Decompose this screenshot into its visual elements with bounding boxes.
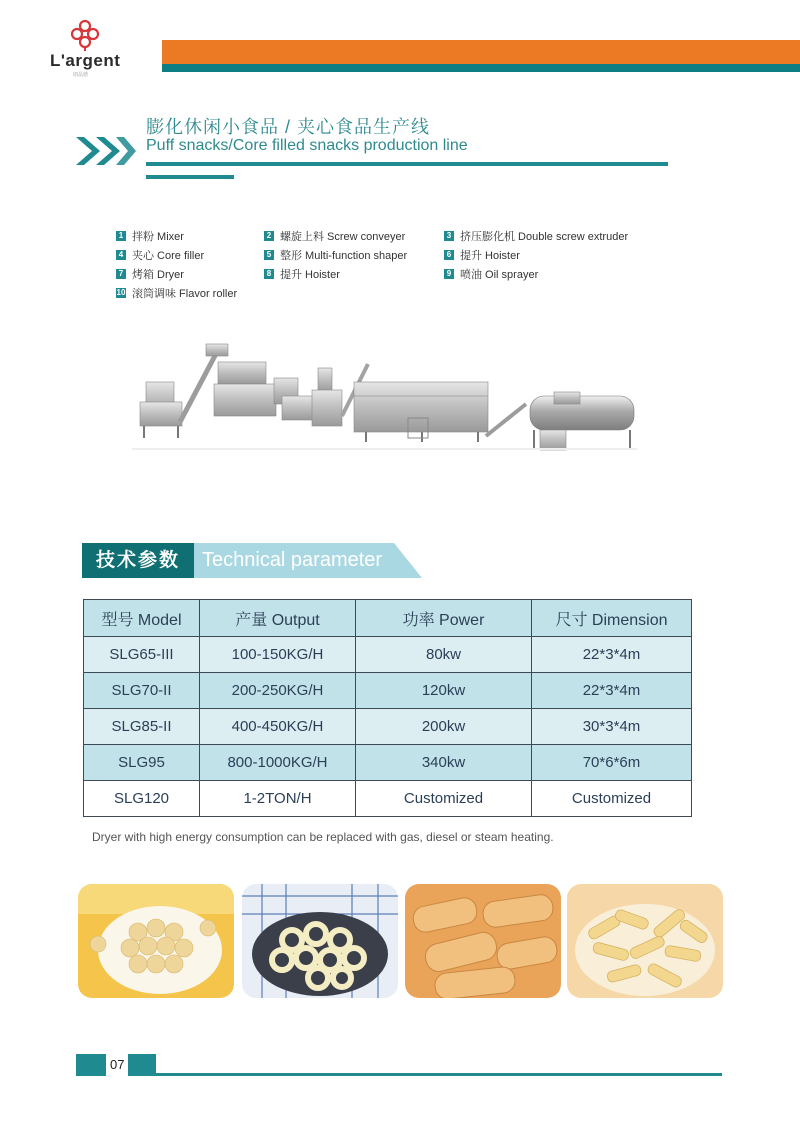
product-photo-puff-rings (242, 884, 398, 998)
legend-item (264, 247, 407, 263)
table-row (84, 673, 692, 709)
footer-block-left (76, 1054, 106, 1076)
legend-label: 提升 Hoister (280, 269, 340, 281)
header-orange-bar (162, 40, 800, 64)
legend-item (116, 228, 184, 244)
table-row (84, 745, 692, 781)
legend-number: 10 (116, 288, 126, 297)
table-header-cell: 功率 Power (356, 600, 532, 637)
page-number: 07 (110, 1057, 125, 1072)
legend-number: 4 (116, 250, 126, 260)
page-title-en: Puff snacks/Core filled snacks production line (146, 137, 468, 154)
legend-item (444, 266, 538, 282)
table-row (84, 637, 692, 673)
production-line-image (122, 330, 642, 478)
legend-item (264, 228, 405, 244)
table-cell: 70*6*6m (532, 745, 692, 781)
table-header-row (84, 600, 692, 637)
table-cell: 800-1000KG/H (200, 745, 356, 781)
legend-item (116, 247, 204, 263)
double-chevron-icon (76, 131, 136, 171)
footer-line (156, 1073, 722, 1076)
table-cell: 340kw (356, 745, 532, 781)
legend-item (116, 285, 237, 301)
brand-name: L'argent (50, 51, 121, 70)
table-cell: SLG85-II (84, 709, 200, 745)
page-title-cn: 膨化休闲小食品 / 夹心食品生产线 (146, 117, 431, 137)
table-cell: 22*3*4m (532, 637, 692, 673)
table-cell: 1-2TON/H (200, 781, 356, 817)
table-cell: 22*3*4m (532, 673, 692, 709)
legend-label: 喷油 Oil sprayer (460, 269, 539, 281)
legend-number: 2 (264, 231, 274, 241)
table-cell: 200-250KG/H (200, 673, 356, 709)
legend-label: 挤压膨化机 Double screw extruder (460, 231, 629, 243)
product-photo-puff-balls (78, 884, 234, 998)
legend-item (116, 266, 184, 282)
legend-label: 滚筒调味 Flavor roller (132, 288, 238, 300)
table-cell: 30*3*4m (532, 709, 692, 745)
table-cell: Customized (356, 781, 532, 817)
legend-item (264, 266, 340, 282)
table-row (84, 781, 692, 817)
product-photo-core-filled-rolls (405, 884, 561, 998)
title-underline-short (146, 175, 234, 179)
table-cell: Customized (532, 781, 692, 817)
table-cell: SLG95 (84, 745, 200, 781)
table-cell: 80kw (356, 637, 532, 673)
table-header-cell: 型号 Model (84, 600, 200, 637)
legend-number: 3 (444, 231, 454, 241)
legend-label: 螺旋上料 Screw conveyer (280, 231, 406, 243)
legend-number: 6 (444, 250, 454, 260)
legend-label: 夹心 Core filler (132, 250, 205, 262)
spec-table (83, 599, 692, 817)
legend-number: 7 (116, 269, 126, 279)
legend-number: 9 (444, 269, 454, 279)
legend-label: 烤箱 Dryer (132, 269, 184, 281)
legend-label: 拌粉 Mixer (132, 231, 184, 243)
table-cell: 100-150KG/H (200, 637, 356, 673)
table-cell: 200kw (356, 709, 532, 745)
table-header-cell: 产量 Output (200, 600, 356, 637)
legend-label: 整形 Multi-function shaper (280, 250, 408, 262)
legend-item (444, 247, 520, 263)
product-photo-puff-sticks (567, 884, 723, 998)
table-cell: SLG120 (84, 781, 200, 817)
legend-label: 提升 Hoister (460, 250, 520, 262)
title-underline (146, 162, 668, 166)
table-header-cell: 尺寸 Dimension (532, 600, 692, 637)
legend-number: 8 (264, 269, 274, 279)
legend-number: 1 (116, 231, 126, 241)
table-cell: SLG65-III (84, 637, 200, 673)
header-teal-bar (162, 64, 800, 72)
table-row (84, 709, 692, 745)
brand-subtitle: 朗晶德 (73, 72, 89, 78)
legend-item (444, 228, 628, 244)
footer-block-right (128, 1054, 156, 1076)
brand-logo-mark-icon (68, 18, 102, 52)
table-cell: SLG70-II (84, 673, 200, 709)
tech-title-cn: 技术参数 (82, 543, 194, 578)
tech-title-en: Technical parameter (202, 549, 383, 571)
table-cell: 120kw (356, 673, 532, 709)
legend-number: 5 (264, 250, 274, 260)
table-cell: 400-450KG/H (200, 709, 356, 745)
footnote: Dryer with high energy consumption can be replaced with gas, diesel or steam heating. (92, 830, 554, 844)
